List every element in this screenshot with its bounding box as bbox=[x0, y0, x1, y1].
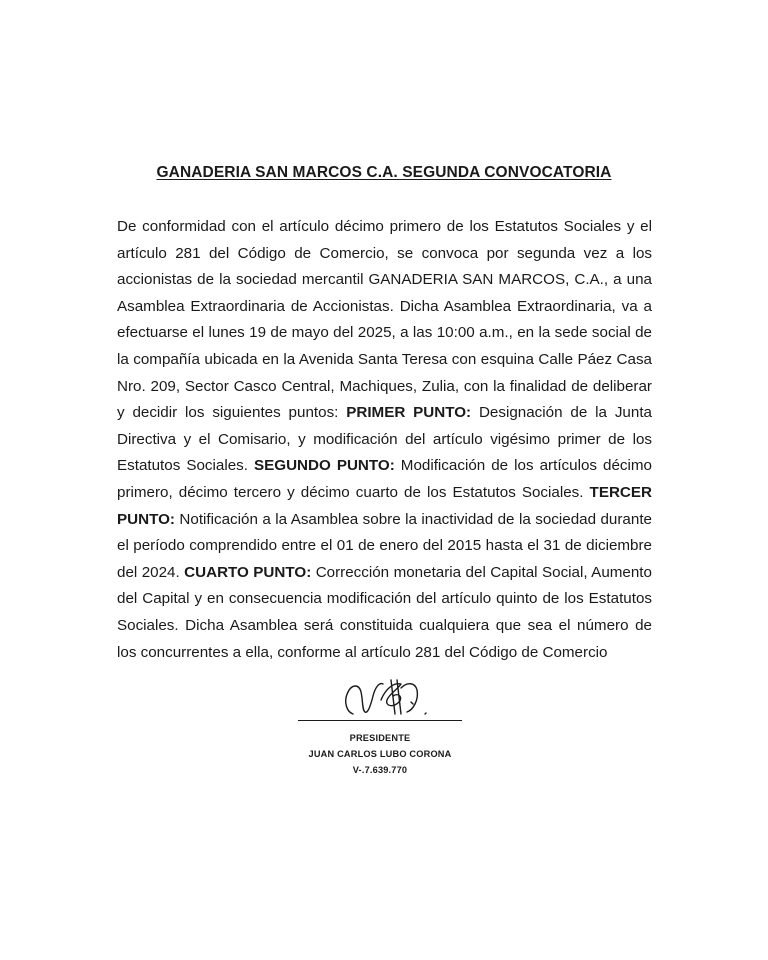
signature-line bbox=[298, 720, 462, 721]
intro-text: De conformidad con el artículo décimo primero de los Estatutos Sociales y el artículo 281 del Código de Comercio, se convoca por segunda vez a los accionistas de la sociedad mercantil GANADERIA SAN MARCOS, C.A., a una Asamblea Extraordinaria de Accionistas. Dicha Asamblea Extraordinaria, va a efectuarse el lunes 19 de mayo del 2025, a las 10:00 a.m., en la sede social de la compañía ubicada en la Avenida Santa Teresa con esquina Calle Páez Casa Nro. 209, Sector Casco Central, Machiques, Zulia, con la finalidad de deliberar y decidir los siguientes puntos: bbox=[117, 218, 652, 422]
signature-block bbox=[230, 730, 530, 778]
segundo-punto-label: SEGUNDO PUNTO: bbox=[254, 457, 395, 475]
handwritten-signature bbox=[335, 674, 439, 722]
tercer-punto-text: Notificación a la Asamblea sobre la inactividad de la sociedad durante el período comprendido entre el 01 de enero del 2015 hasta el 31 de diciembre del 2024. bbox=[117, 510, 652, 581]
signer-id: V-.7.639.770 bbox=[352, 765, 408, 775]
primer-punto-text: Designación de la Junta Directiva y el Comisario, y modificación del artículo vigésimo primer de los Estatutos Sociales. bbox=[117, 404, 652, 475]
primer-punto-label: PRIMER PUNTO: bbox=[346, 404, 472, 422]
signer-role: PRESIDENTE bbox=[349, 733, 411, 743]
signer-name: JUAN CARLOS LUBO CORONA bbox=[308, 749, 452, 759]
tercer-punto-label: TERCER PUNTO: bbox=[117, 483, 652, 528]
convocation-body bbox=[117, 214, 652, 666]
cuarto-punto-text: Corrección monetaria del Capital Social, Aumento del Capital y en consecuencia modificación del artículo quinto de los Estatutos Sociales. Dicha Asamblea será constituida cualquiera que sea el número de los concurrentes a ella, conforme al artículo 281 del Código de Comercio bbox=[117, 563, 652, 661]
cuarto-punto-label: CUARTO PUNTO: bbox=[184, 563, 312, 581]
document-title: GANADERIA SAN MARCOS C.A. SEGUNDA CONVOCATORIA bbox=[156, 164, 612, 181]
segundo-punto-text: Modificación de los artículos décimo primero, décimo tercero y décimo cuarto de los Estatutos Sociales. bbox=[117, 457, 652, 501]
